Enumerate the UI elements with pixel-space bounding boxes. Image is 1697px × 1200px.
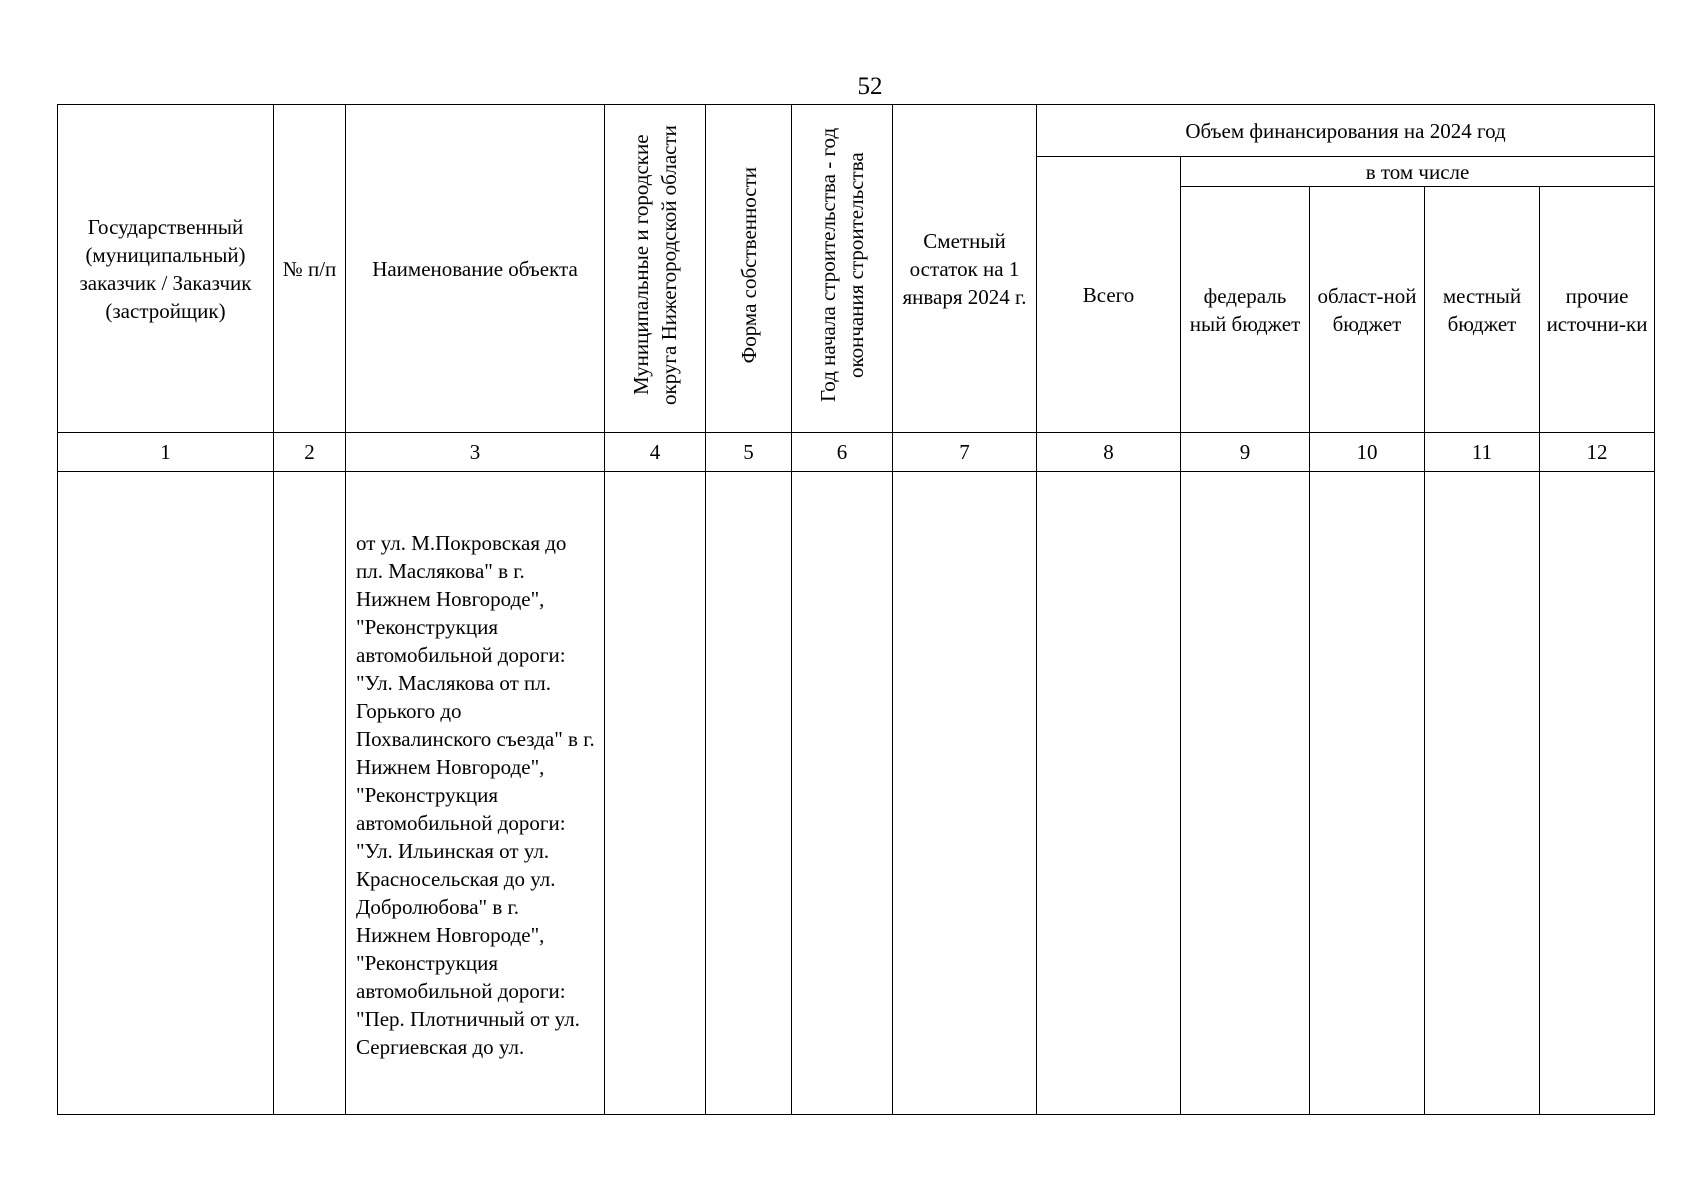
column-number: 11 <box>1425 433 1540 472</box>
header-ownership: Форма собственности <box>706 105 792 433</box>
column-number: 3 <box>346 433 605 472</box>
column-number: 7 <box>893 433 1037 472</box>
header-customer: Государственный (муниципальный) заказчик / Заказчик (застройщик) <box>58 105 274 433</box>
column-numbers-row <box>58 433 1655 472</box>
header-total: Всего <box>1037 157 1181 433</box>
cell-other <box>1540 472 1655 1115</box>
cell-customer <box>58 472 274 1115</box>
cell-federal <box>1181 472 1310 1115</box>
header-row-number: № п/п <box>274 105 346 433</box>
cell-row-number <box>274 472 346 1115</box>
header-regional: област-ной бюджет <box>1310 187 1425 433</box>
header-federal: федераль ный бюджет <box>1181 187 1310 433</box>
column-number: 4 <box>605 433 706 472</box>
header-object-name: Наименование объекта <box>346 105 605 433</box>
cell-total <box>1037 472 1181 1115</box>
table-row <box>58 472 1655 1115</box>
header-estimate-balance: Сметный остаток на 1 января 2024 г. <box>893 105 1037 433</box>
column-number: 12 <box>1540 433 1655 472</box>
column-number: 8 <box>1037 433 1181 472</box>
cell-regional <box>1310 472 1425 1115</box>
cell-object-name <box>346 472 605 1115</box>
header-including: в том числе <box>1181 157 1655 187</box>
column-number: 2 <box>274 433 346 472</box>
header-other: прочие источни-ки <box>1540 187 1655 433</box>
column-number: 1 <box>58 433 274 472</box>
financing-table <box>57 104 1655 1115</box>
cell-years <box>792 472 893 1115</box>
header-municipality: Муниципальные и городские округа Нижегородской области <box>605 105 706 433</box>
header-financing-group: Объем финансирования на 2024 год <box>1037 105 1655 157</box>
cell-municipality <box>605 472 706 1115</box>
cell-ownership <box>706 472 792 1115</box>
page-number: 52 <box>857 73 883 100</box>
header-local: местный бюджет <box>1425 187 1540 433</box>
cell-local <box>1425 472 1540 1115</box>
header-years: Год начала строительства - год окончания строительства <box>792 105 893 433</box>
column-number: 9 <box>1181 433 1310 472</box>
cell-estimate-balance <box>893 472 1037 1115</box>
column-number: 10 <box>1310 433 1425 472</box>
column-number: 5 <box>706 433 792 472</box>
object-name-text: от ул. М.Покровская до пл. Маслякова" в г. Нижнем Новгороде", "Реконструкция автомобильной дороги: "Ул. Маслякова от пл. Горького до Похвалинского съезда" в г. Нижнем Новгороде", "Реконструкция автомобильной дороги: "Ул. Ильинская от ул. Красносельская до ул. Добролюбова" в г. Нижнем Новгороде", "Реконструкция автомобильной дороги: "Пер. Плотничный от ул. Сергиевская до ул. <box>356 531 595 1059</box>
column-number: 6 <box>792 433 893 472</box>
